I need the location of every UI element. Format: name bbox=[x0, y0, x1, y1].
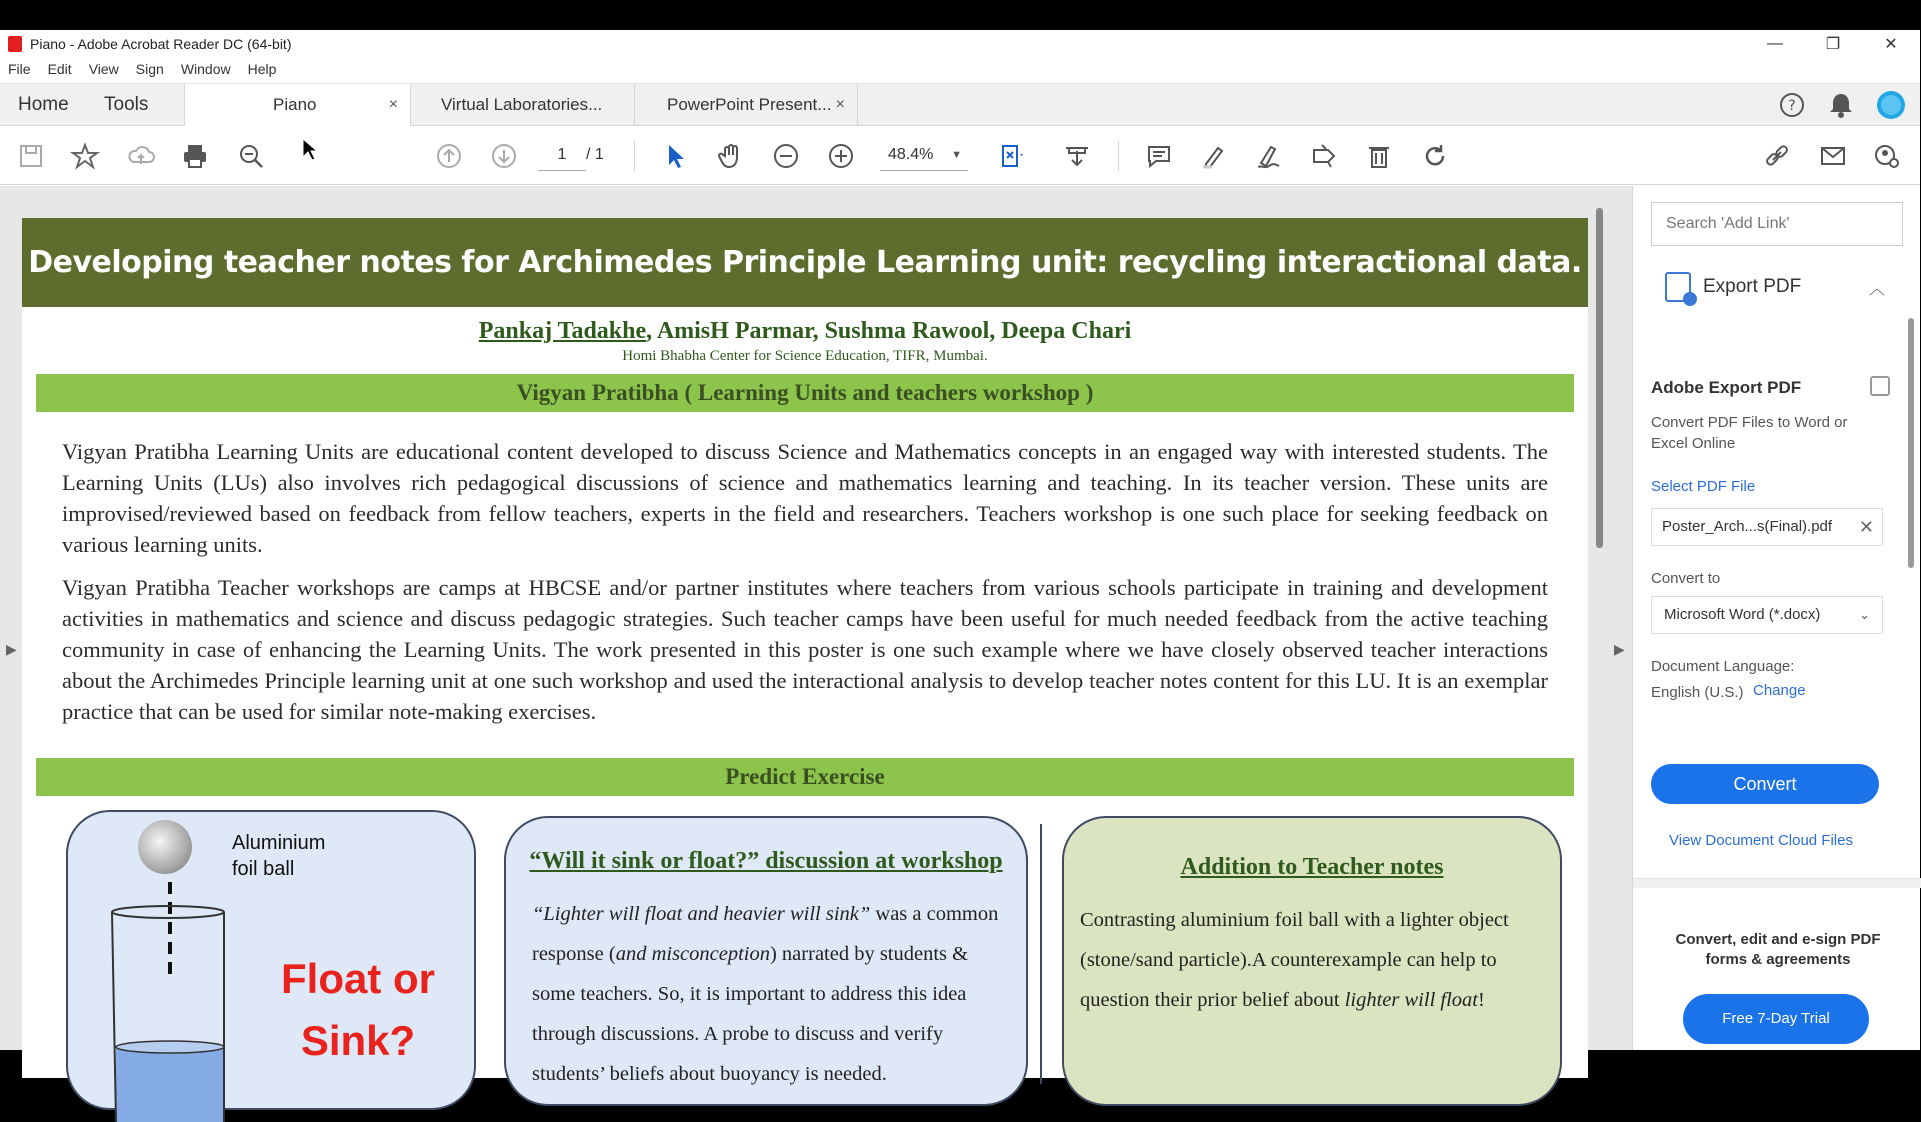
expand-left-pane-icon[interactable]: ▶ bbox=[6, 641, 17, 657]
free-trial-button[interactable]: Free 7-Day Trial bbox=[1683, 994, 1869, 1044]
acrobat-window bbox=[0, 30, 1920, 1085]
author-first: Pankaj Tadakhe bbox=[478, 318, 647, 344]
tab-doc-piano[interactable] bbox=[184, 84, 410, 126]
convert-to-label: Convert to bbox=[1651, 570, 1721, 587]
card2-quote: “Lighter will float and heavier will sink” bbox=[532, 903, 871, 925]
selected-file-name: Poster_Arch...s(Final).pdf bbox=[1662, 518, 1833, 535]
view-document-cloud-link[interactable]: View Document Cloud Files bbox=[1669, 832, 1853, 849]
expand-right-pane-icon[interactable]: ▶ bbox=[1614, 641, 1625, 657]
menu-file[interactable]: File bbox=[8, 61, 31, 77]
main-toolbar bbox=[0, 127, 1920, 185]
comment-icon[interactable] bbox=[1144, 141, 1174, 171]
section-heading-vigyan: Vigyan Pratibha ( Learning Units and teachers workshop ) bbox=[36, 374, 1574, 412]
mouse-cursor-icon bbox=[302, 138, 318, 162]
card-float-or-sink bbox=[66, 810, 476, 1110]
poster-title: Developing teacher notes for Archimedes Principle Learning unit: recycling interactional data. bbox=[22, 218, 1588, 307]
card-divider bbox=[1040, 824, 1042, 1084]
toolbar-divider bbox=[634, 141, 635, 171]
select-cursor-icon[interactable] bbox=[660, 141, 690, 171]
cloud-upload-icon[interactable] bbox=[126, 141, 156, 171]
fit-page-icon[interactable] bbox=[992, 141, 1032, 171]
window-controls bbox=[1746, 30, 1920, 58]
chevron-down-icon: ▼ bbox=[951, 149, 962, 161]
delete-trash-icon[interactable] bbox=[1364, 141, 1394, 171]
authors-rest: , AmisH Parmar, Sushma Rawool, Deepa Chari bbox=[646, 318, 1132, 344]
card2-text-a: was a common response ( bbox=[532, 903, 999, 965]
tools-search-input[interactable]: Search 'Add Link' bbox=[1651, 202, 1903, 246]
poster-authors bbox=[22, 318, 1588, 345]
bookmark-star-icon[interactable] bbox=[70, 141, 100, 171]
card2-text-b: ) narrated by students & some teachers. So, it is important to address this idea through discussions. A probe to discuss and verify students’ beliefs about buoyancy is needed. bbox=[532, 943, 969, 1085]
format-select[interactable] bbox=[1651, 596, 1883, 634]
paragraph-2: Vigyan Pratibha Teacher workshops are camps at HBCSE and/or partner institutes where teachers from various schools participate in training and development activities in mathematics and science and discuss pedagogic strategies. Such teacher camps have been useful for much needed feedback from the active teaching community in case of enhancing the Learning Units. The work presented in this poster is one such example where we have closely observed teacher interactions about the Archimedes Principle learning unit at one such workshop and used the interactional analysis to develop teacher notes content for this LU. It is an exemplar practice that can be used for similar note-making exercises. bbox=[62, 575, 1548, 724]
zoom-level-value: 48.4% bbox=[888, 146, 934, 163]
card3-body bbox=[1080, 900, 1550, 1020]
zoom-level-select[interactable] bbox=[880, 139, 968, 171]
tab-home[interactable]: Home bbox=[18, 94, 69, 115]
convert-button[interactable]: Convert bbox=[1651, 764, 1879, 804]
beaker-illustration bbox=[96, 882, 246, 1122]
tabbar-right-icons bbox=[1778, 90, 1906, 120]
add-user-icon[interactable] bbox=[1872, 141, 1902, 171]
close-tab-icon[interactable]: × bbox=[835, 96, 845, 113]
restore-button[interactable]: ❐ bbox=[1825, 36, 1841, 53]
remove-file-icon[interactable]: ✕ bbox=[1858, 517, 1874, 537]
float-or-sink-question bbox=[268, 948, 448, 1072]
tab-tools[interactable]: Tools bbox=[104, 94, 149, 115]
chevron-down-icon: ⌄ bbox=[1859, 607, 1870, 622]
section-heading-predict: Predict Exercise bbox=[36, 758, 1574, 796]
menu-help[interactable]: Help bbox=[247, 61, 277, 77]
format-value: Microsoft Word (*.docx) bbox=[1664, 606, 1821, 623]
promo-text: Convert, edit and e-sign PDF forms & agreements bbox=[1675, 931, 1881, 968]
page-number-input[interactable]: 1 bbox=[538, 139, 586, 171]
menu-bar bbox=[0, 58, 285, 80]
document-language-value: English (U.S.) bbox=[1651, 684, 1744, 701]
change-language-link[interactable]: Change bbox=[1753, 682, 1806, 699]
pdf-page bbox=[22, 218, 1588, 1085]
paragraph-1: Vigyan Pratibha Learning Units are educational content developed to discuss Science and Mathematics concepts in an engaged way with interested students. The Learning Units (LUs) also involves rich pedagogical discussions of science and mathematics learning and teaching. In its teacher version. These units are improvised/reviewed based on feedback from fellow teachers, experts in the field and researchers. Teachers workshop is one such place for seeking feedback on various learning units. bbox=[62, 439, 1548, 557]
tab-doc-powerpoint-label: PowerPoint Present... bbox=[667, 95, 832, 114]
page-total: / 1 bbox=[586, 146, 604, 163]
zoom-in-icon[interactable] bbox=[826, 141, 856, 171]
poster-affiliation: Homi Bhabha Center for Science Education, TIFR, Mumbai. bbox=[622, 348, 988, 364]
select-pdf-file-link[interactable]: Select PDF File bbox=[1651, 478, 1756, 495]
draw-tool-icon[interactable] bbox=[1254, 141, 1284, 171]
card3-text-b: ! bbox=[1477, 989, 1485, 1011]
card3-title: Addition to Teacher notes bbox=[1180, 854, 1444, 880]
export-description: Convert PDF Files to Word or Excel Online bbox=[1651, 414, 1848, 452]
export-pdf-label: Export PDF bbox=[1703, 276, 1802, 297]
next-page-icon[interactable] bbox=[489, 141, 519, 171]
help-icon[interactable] bbox=[1778, 91, 1806, 119]
foil-ball-label bbox=[232, 830, 325, 882]
title-bar bbox=[0, 30, 1920, 58]
document-language-label: Document Language: bbox=[1651, 658, 1795, 675]
menu-view[interactable]: View bbox=[88, 61, 119, 77]
menu-edit[interactable]: Edit bbox=[47, 61, 72, 77]
tab-doc-virtual-labs-label: Virtual Laboratories... bbox=[441, 95, 603, 114]
highlight-pen-icon[interactable] bbox=[1199, 141, 1229, 171]
card3-text-a: Contrasting aluminium foil ball with a lighter object (stone/sand particle).A counterexample can help to question their prior belief about bbox=[1080, 909, 1509, 1011]
tab-doc-powerpoint[interactable] bbox=[634, 84, 858, 126]
foil-label-line1: Aluminium bbox=[232, 832, 326, 854]
tab-doc-piano-label: Piano bbox=[273, 95, 317, 114]
minimize-button[interactable]: — bbox=[1767, 35, 1783, 52]
panel-scrollbar[interactable] bbox=[1908, 318, 1914, 568]
toolbar-divider bbox=[1118, 141, 1119, 171]
card2-body bbox=[532, 894, 1012, 1094]
export-pdf-icon bbox=[1665, 272, 1691, 302]
card-teacher-notes bbox=[1062, 816, 1562, 1106]
card-discussion bbox=[504, 816, 1028, 1106]
foil-ball-image bbox=[138, 820, 192, 874]
adobe-export-heading: Adobe Export PDF bbox=[1651, 378, 1802, 397]
tab-doc-virtual-labs[interactable] bbox=[410, 84, 634, 126]
card3-emph: lighter will float bbox=[1344, 989, 1478, 1011]
close-window-button[interactable]: ✕ bbox=[1884, 36, 1898, 53]
svg-text:?: ? bbox=[1788, 98, 1796, 114]
question-line1: Float or bbox=[281, 955, 435, 1002]
previous-page-icon[interactable] bbox=[434, 141, 464, 171]
tab-bar bbox=[0, 83, 1920, 126]
scrolling-mode-icon[interactable] bbox=[1062, 141, 1092, 171]
card2-title: “Will it sink or float?” discussion at workshop bbox=[529, 848, 1003, 874]
copy-icon[interactable] bbox=[1870, 376, 1890, 396]
export-pdf-header[interactable] bbox=[1633, 260, 1921, 314]
menu-sign[interactable]: Sign bbox=[135, 61, 164, 77]
card2-misconception: and misconception bbox=[615, 943, 770, 965]
question-line2: Sink? bbox=[300, 1017, 416, 1064]
zoom-out-icon[interactable] bbox=[771, 141, 801, 171]
rotate-icon[interactable] bbox=[1420, 141, 1450, 171]
chevron-up-icon[interactable]: ︿ bbox=[1868, 281, 1885, 298]
selected-file[interactable] bbox=[1651, 508, 1883, 546]
email-icon[interactable] bbox=[1818, 141, 1848, 171]
save-icon[interactable] bbox=[16, 141, 46, 171]
share-link-icon[interactable] bbox=[1762, 141, 1792, 171]
zoom-search-icon[interactable] bbox=[236, 141, 266, 171]
panel-divider bbox=[1633, 878, 1921, 888]
hand-tool-icon[interactable] bbox=[716, 141, 746, 171]
acrobat-app-icon bbox=[8, 36, 22, 52]
stamp-tag-icon[interactable] bbox=[1309, 141, 1339, 171]
document-viewport[interactable] bbox=[0, 186, 1632, 1085]
menu-window[interactable]: Window bbox=[180, 61, 231, 77]
right-tools-panel bbox=[1632, 186, 1920, 1050]
document-scrollbar[interactable] bbox=[1596, 208, 1603, 548]
print-icon[interactable] bbox=[180, 141, 210, 171]
notifications-bell-icon[interactable] bbox=[1828, 91, 1854, 119]
close-tab-icon[interactable]: × bbox=[388, 96, 398, 113]
window-title: Piano - Adobe Acrobat Reader DC (64-bit) bbox=[30, 36, 292, 52]
foil-label-line2: foil ball bbox=[232, 858, 295, 880]
account-avatar-icon[interactable] bbox=[1876, 90, 1906, 120]
